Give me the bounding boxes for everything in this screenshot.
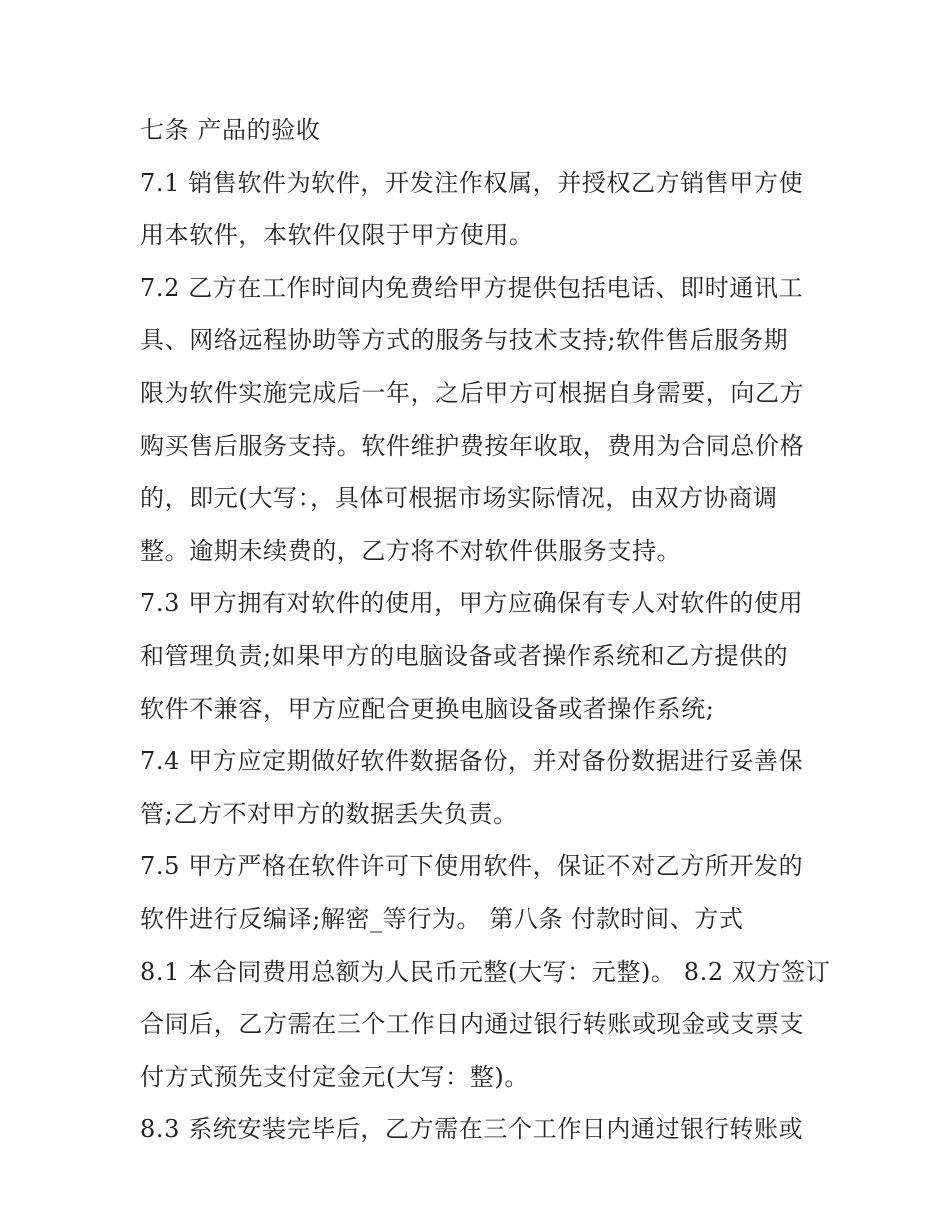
text-line: 7.3 甲方拥有对软件的使用，甲方应确保有专人对软件的使用 <box>140 589 804 618</box>
text-line: 具、网络远程协助等方式的服务与技术支持;软件售后服务期 <box>140 326 789 355</box>
text-line: 7.1 销售软件为软件，开发注作权属，并授权乙方销售甲方使 <box>140 168 804 197</box>
text-line: 管;乙方不对甲方的数据丢失负责。 <box>140 799 518 828</box>
text-line: 7.2 乙方在工作时间内免费给甲方提供包括电话、即时通讯工 <box>140 273 804 302</box>
text-line: 付方式预先支付定金元(大写：整)。 <box>140 1062 529 1091</box>
text-line: 软件进行反编译;解密_等行为。 第八条 付款时间、方式 <box>140 904 744 933</box>
text-line: 用本软件，本软件仅限于甲方使用。 <box>140 221 534 250</box>
document-body <box>140 110 830 1149</box>
text-line: 和管理负责;如果甲方的电脑设备或者操作系统和乙方提供的 <box>140 641 789 670</box>
text-line: 购买售后服务支持。软件维护费按年收取，费用为合同总价格 <box>140 431 805 460</box>
text-line: 的，即元(大写：，具体可根据市场实际情况，由双方协商调 <box>140 484 778 513</box>
text-line: 7.4 甲方应定期做好软件数据备份，并对备份数据进行妥善保 <box>140 747 804 776</box>
text-line: 合同后，乙方需在三个工作日内通过银行转账或现金或支票支 <box>140 1010 805 1039</box>
text-line: 整。逾期未续费的，乙方将不对软件供服务支持。 <box>140 536 682 565</box>
section-heading-7: 七条 产品的验收 <box>140 116 321 144</box>
text-line: 8.1 本合同费用总额为人民币元整(大写：元整)。 8.2 双方签订 <box>140 957 831 986</box>
text-line: 限为软件实施完成后一年，之后甲方可根据自身需要，向乙方 <box>140 378 805 407</box>
text-line: 8.3 系统安装完毕后，乙方需在三个工作日内通过银行转账或 <box>140 1115 804 1144</box>
text-line: 软件不兼容，甲方应配合更换电脑设备或者操作系统; <box>140 694 715 723</box>
text-line: 7.5 甲方严格在软件许可下使用软件，保证不对乙方所开发的 <box>140 852 804 881</box>
